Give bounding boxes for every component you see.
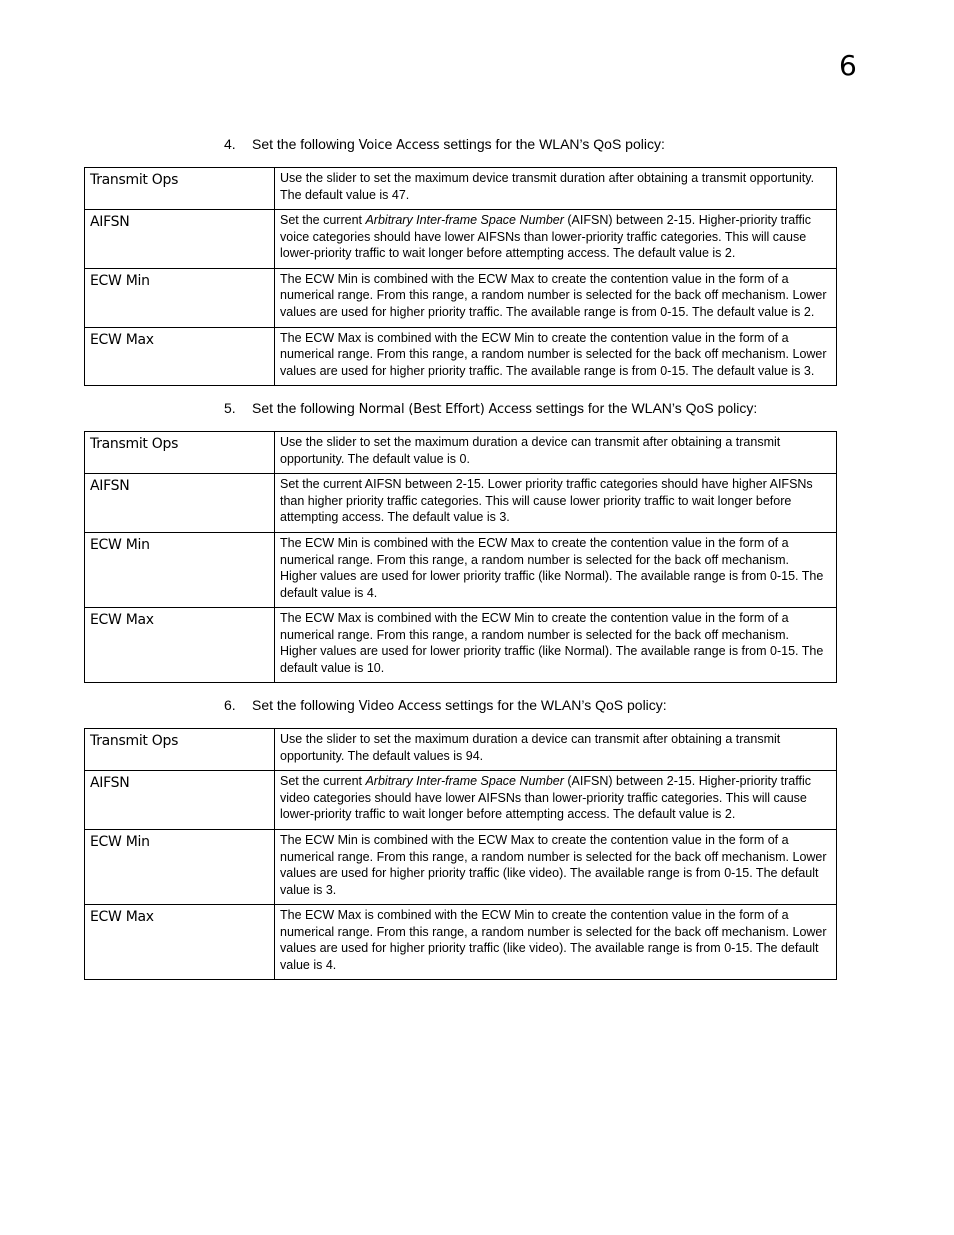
param-description: Use the slider to set the maximum duration a device can transmit after obtaining a transmit opportunity. The default value is 0.: [275, 432, 837, 474]
table-row: [85, 168, 837, 210]
step-number: 6.: [224, 697, 236, 713]
step-intro-voice: [224, 136, 665, 154]
ui-term: Normal (Best Effort) Access: [358, 402, 532, 417]
step-text-before: Set the following: [252, 400, 359, 416]
param-description: The ECW Min is combined with the ECW Max to create the contention value in the form of a numerical range. From this range, a random number is selected for the back off mechanism. Lower values are used for higher priority traffic (like video). The available range is from 0-15. The default value is 3.: [275, 830, 837, 905]
param-name: AIFSN: [85, 474, 275, 533]
param-description: The ECW Min is combined with the ECW Max to create the contention value in the form of a numerical range. From this range, a random number is selected for the back off mechanism. Higher values are used for lower priority traffic (like Normal). The available range is from 0-15. The default value is 4.: [275, 533, 837, 608]
voice-access-table: [84, 167, 837, 386]
param-description: The ECW Max is combined with the ECW Min to create the contention value in the form of a numerical range. From this range, a random number is selected for the back off mechanism. Lower values are used for higher priority traffic. The available range is from 0-15. The default value is 3.: [275, 327, 837, 386]
param-name: Transmit Ops: [85, 432, 275, 474]
param-description: Set the current AIFSN between 2-15. Lower priority traffic categories should have higher AIFSNs than higher priority traffic categories. This will cause lower priority traffic to wait longer before attempting access. The default value is 3.: [275, 474, 837, 533]
param-name: ECW Max: [85, 608, 275, 683]
step-text-after: settings for the WLAN’s QoS policy:: [531, 400, 758, 416]
param-name: AIFSN: [85, 210, 275, 269]
step-text-before: Set the following: [252, 136, 359, 152]
table-row: [85, 830, 837, 905]
table-row: [85, 905, 837, 980]
param-description: The ECW Max is combined with the ECW Min to create the contention value in the form of a numerical range. From this range, a random number is selected for the back off mechanism. Higher values are used for lower priority traffic (like Normal). The available range is from 0-15. The default value is 10.: [275, 608, 837, 683]
table-row: [85, 474, 837, 533]
table-row: [85, 327, 837, 386]
normal-access-table: [84, 431, 837, 683]
param-name: Transmit Ops: [85, 168, 275, 210]
ui-term: Voice Access: [358, 138, 440, 153]
param-description: Use the slider to set the maximum duration a device can transmit after obtaining a transmit opportunity. The default values is 94.: [275, 729, 837, 771]
param-description: The ECW Max is combined with the ECW Min to create the contention value in the form of a numerical range. From this range, a random number is selected for the back off mechanism. Lower values are used for higher priority traffic (like video). The available range is from 0-15. The default value is 4.: [275, 905, 837, 980]
param-description: Set the current Arbitrary Inter-frame Space Number (AIFSN) between 2-15. Higher-priority traffic video categories should have lower AIFSNs than lower-priority traffic categories. This will cause lower-priority traffic to wait longer before attempting access. The default value is 2.: [275, 771, 837, 830]
param-name: ECW Min: [85, 268, 275, 327]
step-text-before: Set the following: [252, 697, 359, 713]
ui-term: Video Access: [358, 699, 442, 714]
table-row: [85, 432, 837, 474]
step-intro-video: [224, 697, 667, 715]
table-row: [85, 608, 837, 683]
step-intro-normal: [224, 400, 757, 418]
table-row: [85, 210, 837, 269]
param-description: The ECW Min is combined with the ECW Max to create the contention value in the form of a numerical range. From this range, a random number is selected for the back off mechanism. Lower values are used for higher priority traffic. The available range is from 0-15. The default value is 2.: [275, 268, 837, 327]
param-name: AIFSN: [85, 771, 275, 830]
param-name: ECW Max: [85, 327, 275, 386]
param-name: ECW Min: [85, 533, 275, 608]
table-row: [85, 533, 837, 608]
param-name: Transmit Ops: [85, 729, 275, 771]
param-description: Set the current Arbitrary Inter-frame Space Number (AIFSN) between 2-15. Higher-priority traffic voice categories should have lower AIFSNs than lower-priority traffic categories. This will cause lower-priority traffic to wait longer before attempting access. The default value is 2.: [275, 210, 837, 269]
table-row: [85, 729, 837, 771]
step-number: 5.: [224, 400, 236, 416]
step-text-after: settings for the WLAN’s QoS policy:: [441, 697, 667, 713]
table-row: [85, 268, 837, 327]
param-description: Use the slider to set the maximum device transmit duration after obtaining a transmit opportunity. The default value is 47.: [275, 168, 837, 210]
param-name: ECW Min: [85, 830, 275, 905]
video-access-table: [84, 728, 837, 980]
step-number: 4.: [224, 136, 236, 152]
param-name: ECW Max: [85, 905, 275, 980]
chapter-number: 6: [839, 49, 857, 82]
table-row: [85, 771, 837, 830]
step-text-after: settings for the WLAN’s QoS policy:: [439, 136, 665, 152]
